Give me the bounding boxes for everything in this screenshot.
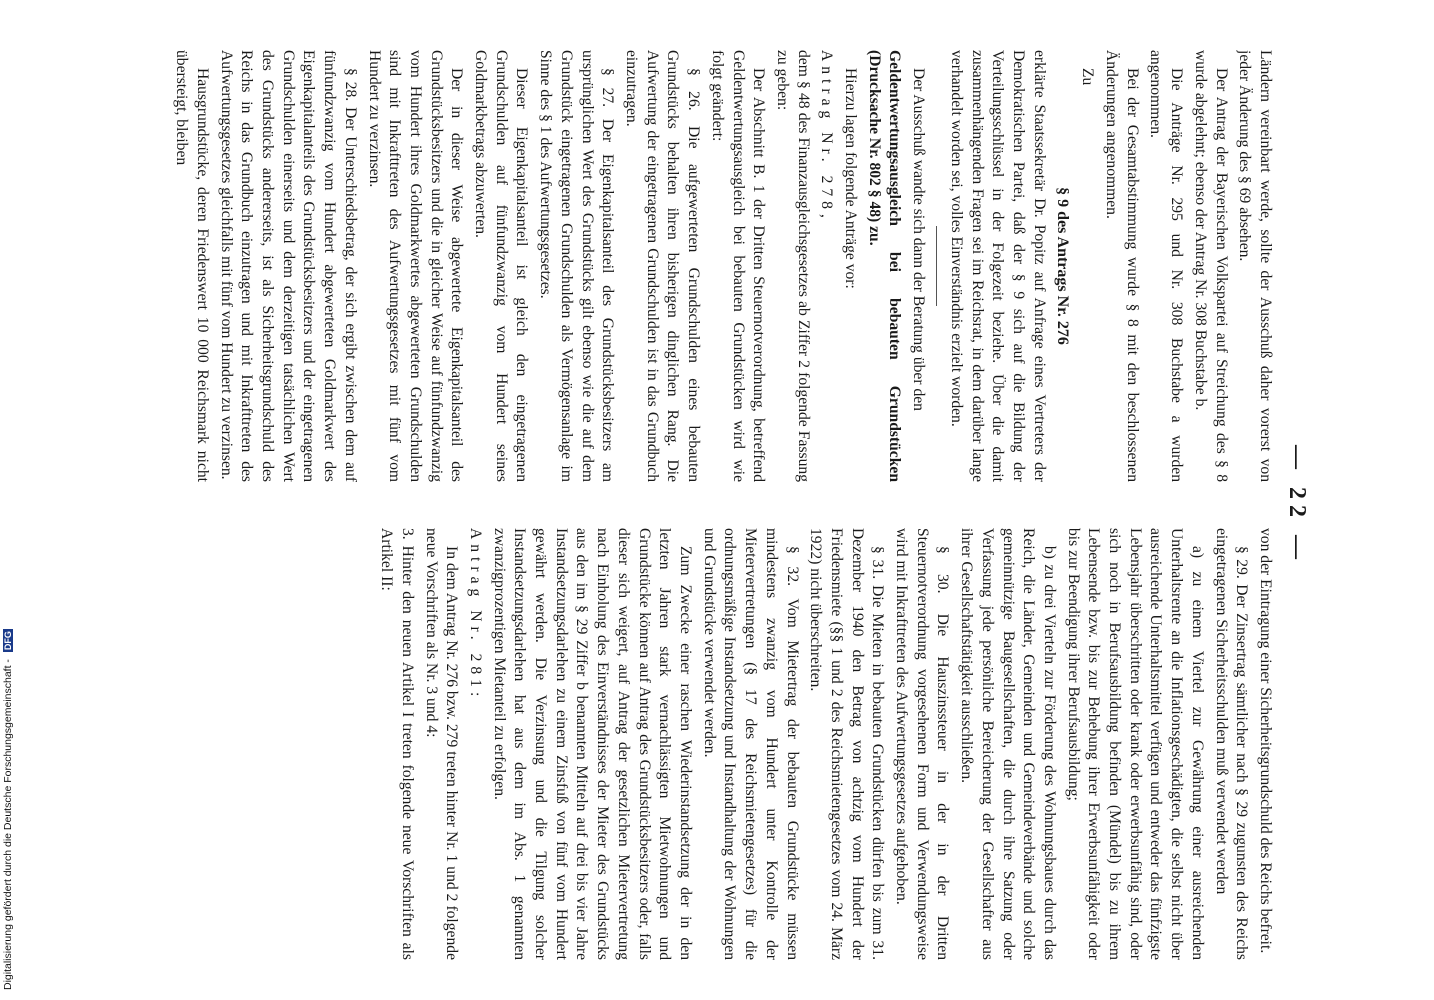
paragraph: a) zu einem Viertel zur Gewährung einer ausreichenden Unterhaltsrente an die Inflationsgeschädigten, die selbst nicht über ausreichende Unterhaltsmittel verfügen und entweder das fünfzigste Lebensjahr überschritten oder krank oder erwerbsunfähig sind, oder sich noch in Berufsausbildung befinden (Mündel) bis zu ihrem Lebensende bzw. bis zur Behebung ihrer Erwerbsunfähigkeit oder bis zur Beendigung ihrer Berufsausbildung;: [1064, 528, 1206, 960]
paragraph: § 31. Die Mieten in bebauten Grundstücken dürfen bis zum 31. Dezember 1940 den Betrag von achtzig vom Hundert der Friedensmiete (§§ 1 und 2 des Reichsmietengesetzes vom 24. März 1922) nicht überschreiten.: [807, 528, 887, 960]
dfg-logo-icon: DFG: [3, 631, 13, 651]
paragraph: § 27. Der Eigenkapitalsanteil des Grundstücksbesitzers am ursprünglichen Wert des Grundstücks gilt ebenso wie die auf dem Grundstück eingetragenen Grundschulden als Vermögensanlage im Sinne des § 1 des Aufwertungsgesetzes.: [537, 50, 617, 482]
paragraph: Hausgrundstücke, deren Friedenswert 10 000 Reichsmark nicht übersteigt, bleiben: [173, 50, 211, 482]
subject-heading: Geldentwertungsausgleich bei bebauten Grundstücken (Drucksache Nr. 802 § 48) zu.: [865, 50, 904, 482]
paragraph: Dieser Eigenkapitalsanteil ist gleich den eingetragenen Grundschulden auf fünfundzwanzig vom Hundert seines Goldmarkbetrags abzuwerten.: [472, 50, 531, 482]
page-number: — 22 —: [1284, 445, 1310, 565]
paragraph: § 32. Vom Mietertrag der bebauten Grundstücke müssen mindestens zwanzig vom Hundert unter Kontrolle der Mietervertretungen (§ 17 des Reichsmietengesetzes) für die ordnungsmäßige Instandsetzung und Instandhaltung der Wohnungen und Grundstücke verwendet werden.: [700, 528, 801, 960]
paragraph: von der Eintragung einer Sicherheitsgrundschuld des Reichs befreit.: [1257, 528, 1274, 954]
paragraph: Der Abschnitt B. 1 der Dritten Steuernotverordnung, betreffend Geldentwertungsausgleich bei bebauten Grundstücken wird wie folgt geändert:: [708, 50, 768, 482]
paragraph: Der in dieser Weise abgewertete Eigenkapitalsanteil des Grundstücksbesitzers und die in gleicher Weise auf fünfundzwanzig vom Hundert ihres Goldmarkwertes abgewerteten Grundschulden sind mit Inkrafttreten des Aufwertungsgesetzes mit fünf vom Hundert zu verzinsen.: [365, 50, 466, 482]
separator-line: [936, 226, 937, 306]
motion-label: Antrag Nr. 278,: [818, 50, 836, 223]
credit-text: Digitalisierung gefördert durch die Deutsche Forschungsgemeinschaft -: [2, 659, 14, 990]
paragraph: Bei der Gesamtabstimmung wurde § 8 mit den beschlossenen Änderungen angenommen.: [1103, 50, 1141, 482]
paragraph: dem § 48 des Finanzausgleichsgesetzes ab Ziffer 2 folgende Fassung zu geben:: [773, 50, 812, 482]
paragraph: Zum Zwecke einer raschen Wiederinstandsetzung der in den letzten Jahren stark vernachlässigten Mietwohnungen und Grundstücke können auf Antrag des Grundstücksbesitzers oder, falls dieser sich weigert, auf Antrag der gesetzlichen Mietervertretung nach Einholung des Einverständnisses der Mieter des Grundstücks aus den im § 29 Ziffer b benannten Mitteln auf drei bis vier Jahre Instandsetzungsdarlehen zu einem Zinsfuß von fünf vom Hundert gewährt werden. Die Verzinsung und die Tilgung solcher Instandsetzungsdarlehen hat aus dem im Abs. 1 genannten zwanzigprozentigen Mietanteil zu erfolgen.: [490, 528, 695, 960]
paragraph: b) zu drei Vierteln zur Förderung des Wohnungsbaues durch das Reich, die Länder, Gemeinden und Gemeindeverbände und solche gemeinnützige Baugesellschaften, die durch ihre Satzung oder Verfassung jede persönliche Bereicherung der Gesellschafter aus ihrer Gesellschaftstätigkeit ausschließen.: [958, 528, 1058, 960]
left-column: [125, 50, 1275, 482]
digitization-credit: [0, 0, 14, 1000]
paragraph: In dem Antrag Nr. 276 bzw. 279 treten hinter Nr. 1 und 2 folgende neue Vorschriften als Nr. 3 und 4:: [422, 528, 461, 960]
paragraph: § 29. Der Zinsertrag sämtlicher nach § 29 zugunsten des Reichs eingetragenen Sicherheitsschulden muß verwendet werden: [1212, 528, 1251, 960]
text-columns: [125, 50, 1275, 960]
paragraph: Zu: [1079, 68, 1097, 86]
paragraph: § 28. Der Unterschiedsbetrag, der sich ergibt zwischen dem auf fünfundzwanzig vom Hundert abgewerteten Goldmarkwert des Eigenkapitalanteils des Grundstücksbesitzers und der eingetragenen Grundschulden einerseits und dem derzeitigen tatsächlichen Wert des Grundstücks andererseits, ist als Sicherheitsgrundschuld des Reichs in das Grundbuch einzutragen und mit Inkrafttreten des Aufwertungsgesetzes gleichfalls mit fünf vom Hundert zu verzinsen.: [217, 50, 359, 482]
document-page: [120, 0, 1330, 1000]
paragraph: Ländern vereinbart werde, sollte der Ausschuß daher vorerst von jeder Änderung des § 69 absehen.: [1236, 50, 1274, 482]
section-heading: § 9 des Antrags Nr. 276: [1053, 187, 1071, 345]
paragraph: Der Antrag der Bayerischen Volkspartei auf Streichung des § 8 wurde abgelehnt; ebenso der Antrag Nr. 308 Buchstabe b.: [1191, 50, 1230, 482]
paragraph: § 26. Die aufgewerteten Grundschulden eines bebauten Grundstücks behalten ihren bisherigen dinglichen Rang. Die Aufwertung der eingetragenen Grundschulden ist in das Grundbuch einzutragen.: [623, 50, 703, 482]
motion-label: Antrag Nr. 281:: [466, 528, 484, 702]
right-column: [125, 528, 1275, 960]
paragraph: 3. Hinter den neuen Artikel I treten folgende neue Vorschriften als Artikel II:: [378, 528, 416, 960]
paragraph: Die Anträge Nr. 295 und Nr. 308 Buchstabe a wurden angenommen.: [1147, 50, 1186, 482]
paragraph: erklärte Staatssekretär Dr. Popitz auf Anfrage eines Vertreters der Demokratischen Partei, daß der § 9 sich auf die Bildung der Verteilungsschlüssel in der Folgezeit beziehe. Über die damit zusammenhängenden Fragen sei im Reichsrat, in dem darüber lange verhandelt worden sei, volles Einverständnis erzielt worden.: [947, 50, 1048, 482]
paragraph: Hierzu lagen folgende Anträge vor:: [842, 68, 860, 289]
paragraph: Der Ausschuß wandte sich dann der Beratung über den: [910, 68, 928, 411]
paragraph: § 30. Die Hauszinssteuer in der in der Dritten Steuernotverordnung vorgesehenen Form und Verwendungsweise wird mit Inkrafttreten des Aufwertungsgesetzes aufgehoben.: [893, 528, 952, 960]
